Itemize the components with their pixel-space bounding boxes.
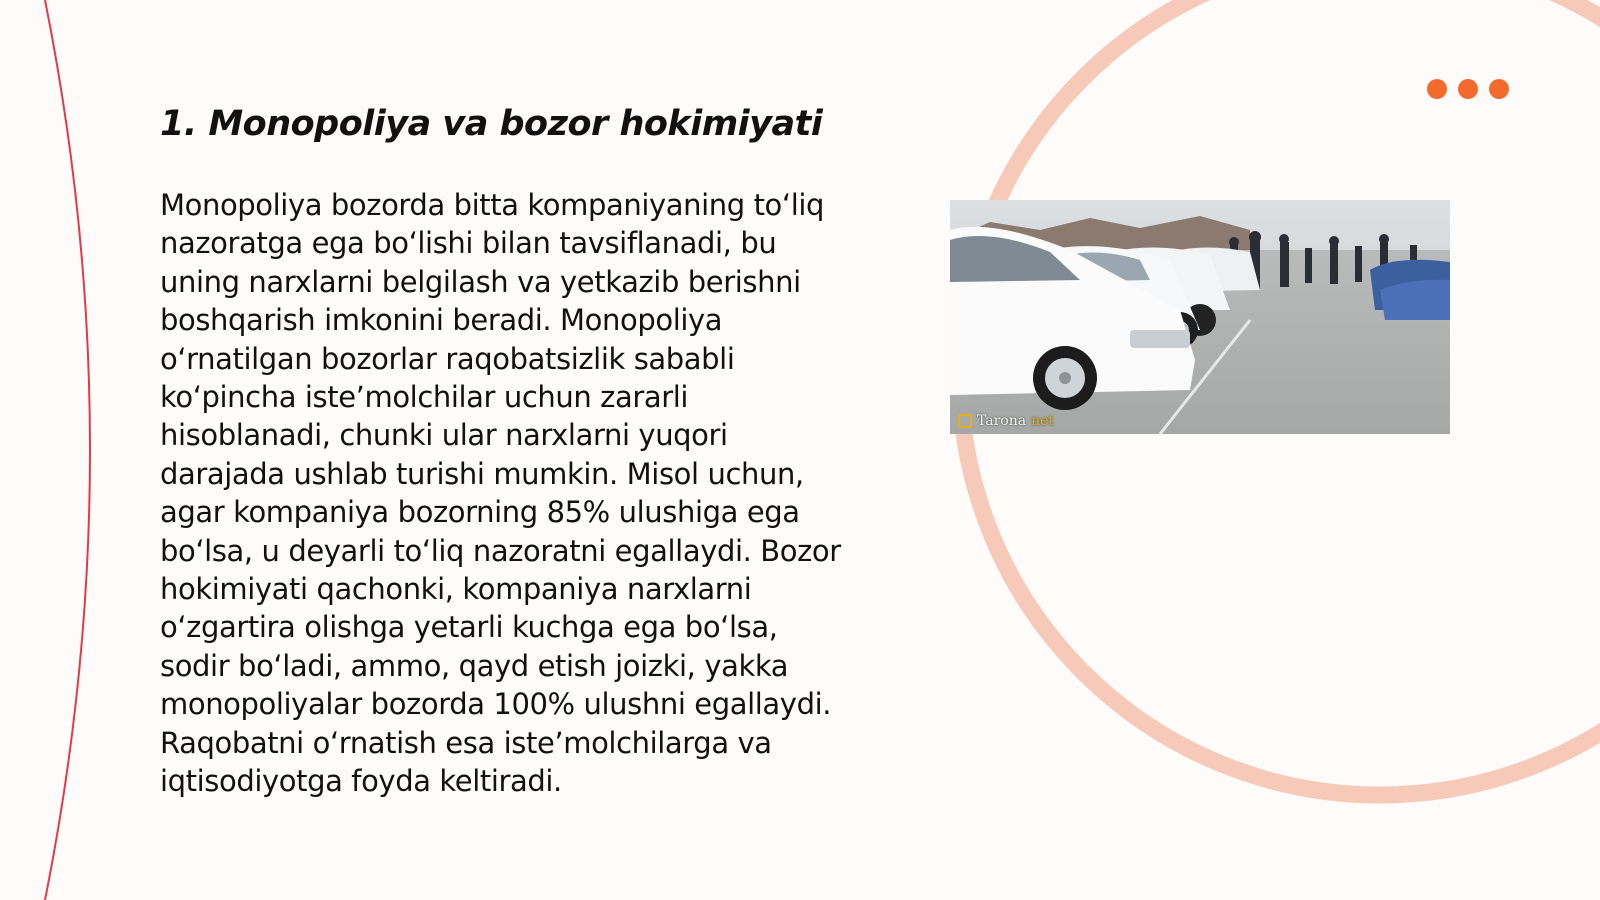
dot	[1427, 79, 1447, 99]
car-market-illustration	[950, 200, 1450, 434]
watermark-main-text: Tarona	[977, 413, 1027, 429]
three-dots-icon	[1427, 79, 1509, 99]
slide-body-text: Monopoliya bozorda bitta kompaniyaning to‘liq nazoratga ega bo‘lishi bilan tavsiflanadi, bu uning narxlarni belgilash va yetkazib berishni boshqarish imkonini beradi. Monopoliya o‘rnatilgan bozorlar raqobatsizlik sababli ko‘pincha iste’molchilar uchun zararli hisoblanadi, chunki ular narxlarni yuqori darajada ushlab turishi mumkin. Misol uchun, agar kompaniya bozorning 85% ulushiga ega bo‘lsa, u deyarli to‘liq nazoratni egallaydi. Bozor hokimiyati qachonki, kompaniya narxlarni o‘zgartira olishga yetarli kuchga ega bo‘lsa, sodir bo‘ladi, ammo, qayd etish joizki, yakka monopoliyalar bozorda 100% ulushni egallaydi. Raqobatni o‘rnatish esa iste’molchilarga va iqtisodiyotga foyda keltiradi.	[160, 188, 841, 799]
photo-watermark	[958, 413, 1054, 429]
watermark-accent-text: net	[1031, 413, 1055, 429]
watermark-logo-icon	[958, 414, 972, 428]
dot	[1458, 79, 1478, 99]
car-market-photo	[950, 200, 1450, 434]
slide-title: 1. Monopoliya va bozor hokimiyati	[160, 104, 823, 144]
dot	[1489, 79, 1509, 99]
left-arc-line	[45, 0, 90, 900]
